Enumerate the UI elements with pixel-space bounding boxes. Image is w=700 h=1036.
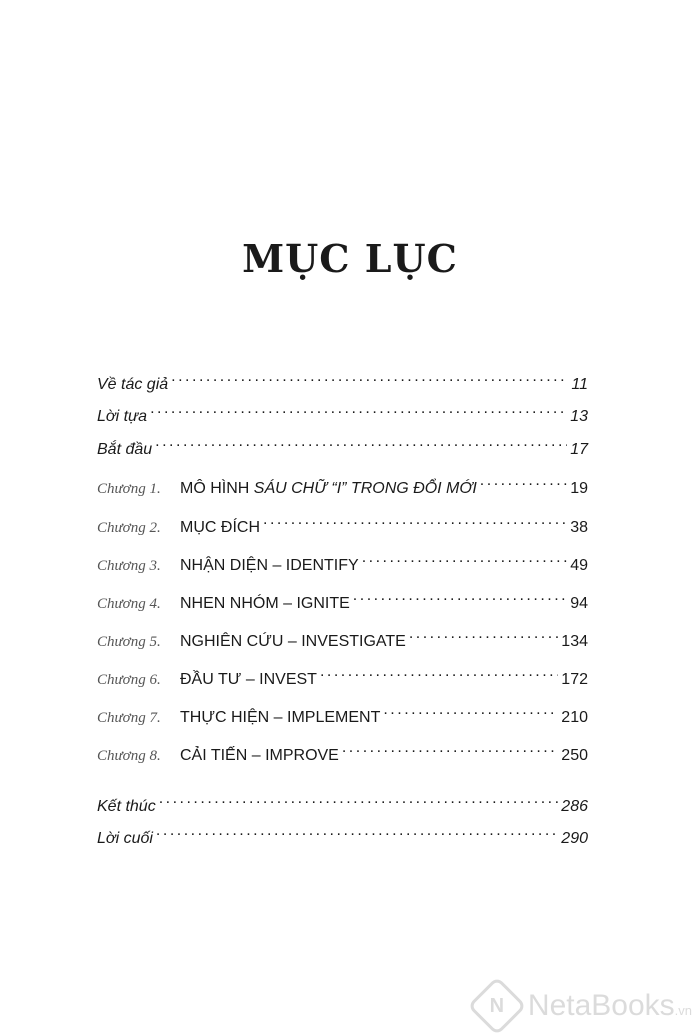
toc-chapter-2[interactable]	[97, 508, 588, 536]
toc-entry-bat-dau[interactable]	[97, 430, 588, 458]
chapter-title: CẢI TIẾN – IMPROVE	[180, 747, 339, 764]
dot-leader	[353, 584, 567, 608]
toc-chapter-8[interactable]	[97, 736, 588, 764]
dot-leader	[480, 469, 567, 493]
table-of-contents	[97, 0, 588, 1033]
chapter-number: Chương 6.	[97, 672, 161, 688]
page-number: 290	[561, 830, 588, 847]
dot-leader	[159, 787, 559, 811]
page-number: 134	[561, 633, 588, 650]
page-number: 94	[570, 595, 588, 612]
chapter-title: THỰC HIỆN – IMPLEMENT	[180, 709, 381, 726]
entry-label: Kết thúc	[97, 798, 156, 815]
page-number: 49	[570, 557, 588, 574]
dot-leader	[155, 430, 567, 454]
toc-chapter-7[interactable]	[97, 698, 588, 726]
page-number: 172	[561, 671, 588, 688]
toc-entry-ve-tac-gia[interactable]	[97, 365, 588, 393]
toc-chapter-4[interactable]	[97, 584, 588, 612]
toc-entry-loi-tua[interactable]	[97, 397, 588, 425]
page-number: 19	[570, 480, 588, 497]
chapter-title: ĐẦU TƯ – INVEST	[180, 671, 317, 688]
page-number: 210	[561, 709, 588, 726]
chapter-number: Chương 7.	[97, 710, 161, 726]
dot-leader	[342, 736, 558, 760]
toc-entry-loi-cuoi[interactable]	[97, 819, 588, 847]
entry-label: Về tác giả	[97, 376, 169, 393]
page-number: 250	[561, 747, 588, 764]
toc-entry-ket-thuc[interactable]	[97, 787, 588, 815]
toc-chapter-3[interactable]	[97, 546, 588, 574]
chapter-number: Chương 2.	[97, 520, 161, 536]
page-title: MỤC LỤC	[242, 236, 458, 281]
chapter-title: NGHIÊN CỨU – INVESTIGATE	[180, 633, 406, 650]
dot-leader	[362, 546, 568, 570]
entry-label: Bắt đầu	[97, 441, 153, 458]
chapter-number: Chương 8.	[97, 748, 161, 764]
chapter-number: Chương 3.	[97, 558, 161, 574]
page-number: 13	[570, 408, 588, 425]
toc-chapter-6[interactable]	[97, 660, 588, 688]
page-number: 11	[571, 376, 588, 393]
page-number: 38	[570, 519, 588, 536]
dot-leader	[320, 660, 558, 684]
watermark-text: NetaBooks.vn	[527, 989, 692, 1022]
dot-leader	[409, 622, 558, 646]
chapter-title: NHẬN DIỆN – IDENTIFY	[180, 557, 359, 574]
netabooks-watermark	[476, 985, 692, 1027]
dot-leader	[156, 819, 558, 843]
dot-leader	[171, 365, 568, 389]
dot-leader	[263, 508, 567, 532]
entry-label: Lời cuối	[97, 830, 153, 847]
netabooks-logo-icon: N	[467, 976, 526, 1035]
chapter-number: Chương 1.	[97, 481, 161, 497]
dot-leader	[383, 698, 558, 722]
chapter-title: NHEN NHÓM – IGNITE	[180, 595, 350, 612]
toc-chapter-5[interactable]	[97, 622, 588, 650]
entry-label: Lời tựa	[97, 408, 148, 425]
toc-chapter-1[interactable]	[97, 469, 588, 497]
chapter-number: Chương 5.	[97, 634, 161, 650]
page-number: 286	[561, 798, 588, 815]
chapter-title: MỤC ĐÍCH	[180, 519, 260, 536]
chapter-number: Chương 4.	[97, 596, 161, 612]
chapter-title: MÔ HÌNH SÁU CHỮ “I” TRONG ĐỔI MỚI	[180, 480, 477, 497]
dot-leader	[150, 397, 567, 421]
page-number: 17	[570, 441, 588, 458]
